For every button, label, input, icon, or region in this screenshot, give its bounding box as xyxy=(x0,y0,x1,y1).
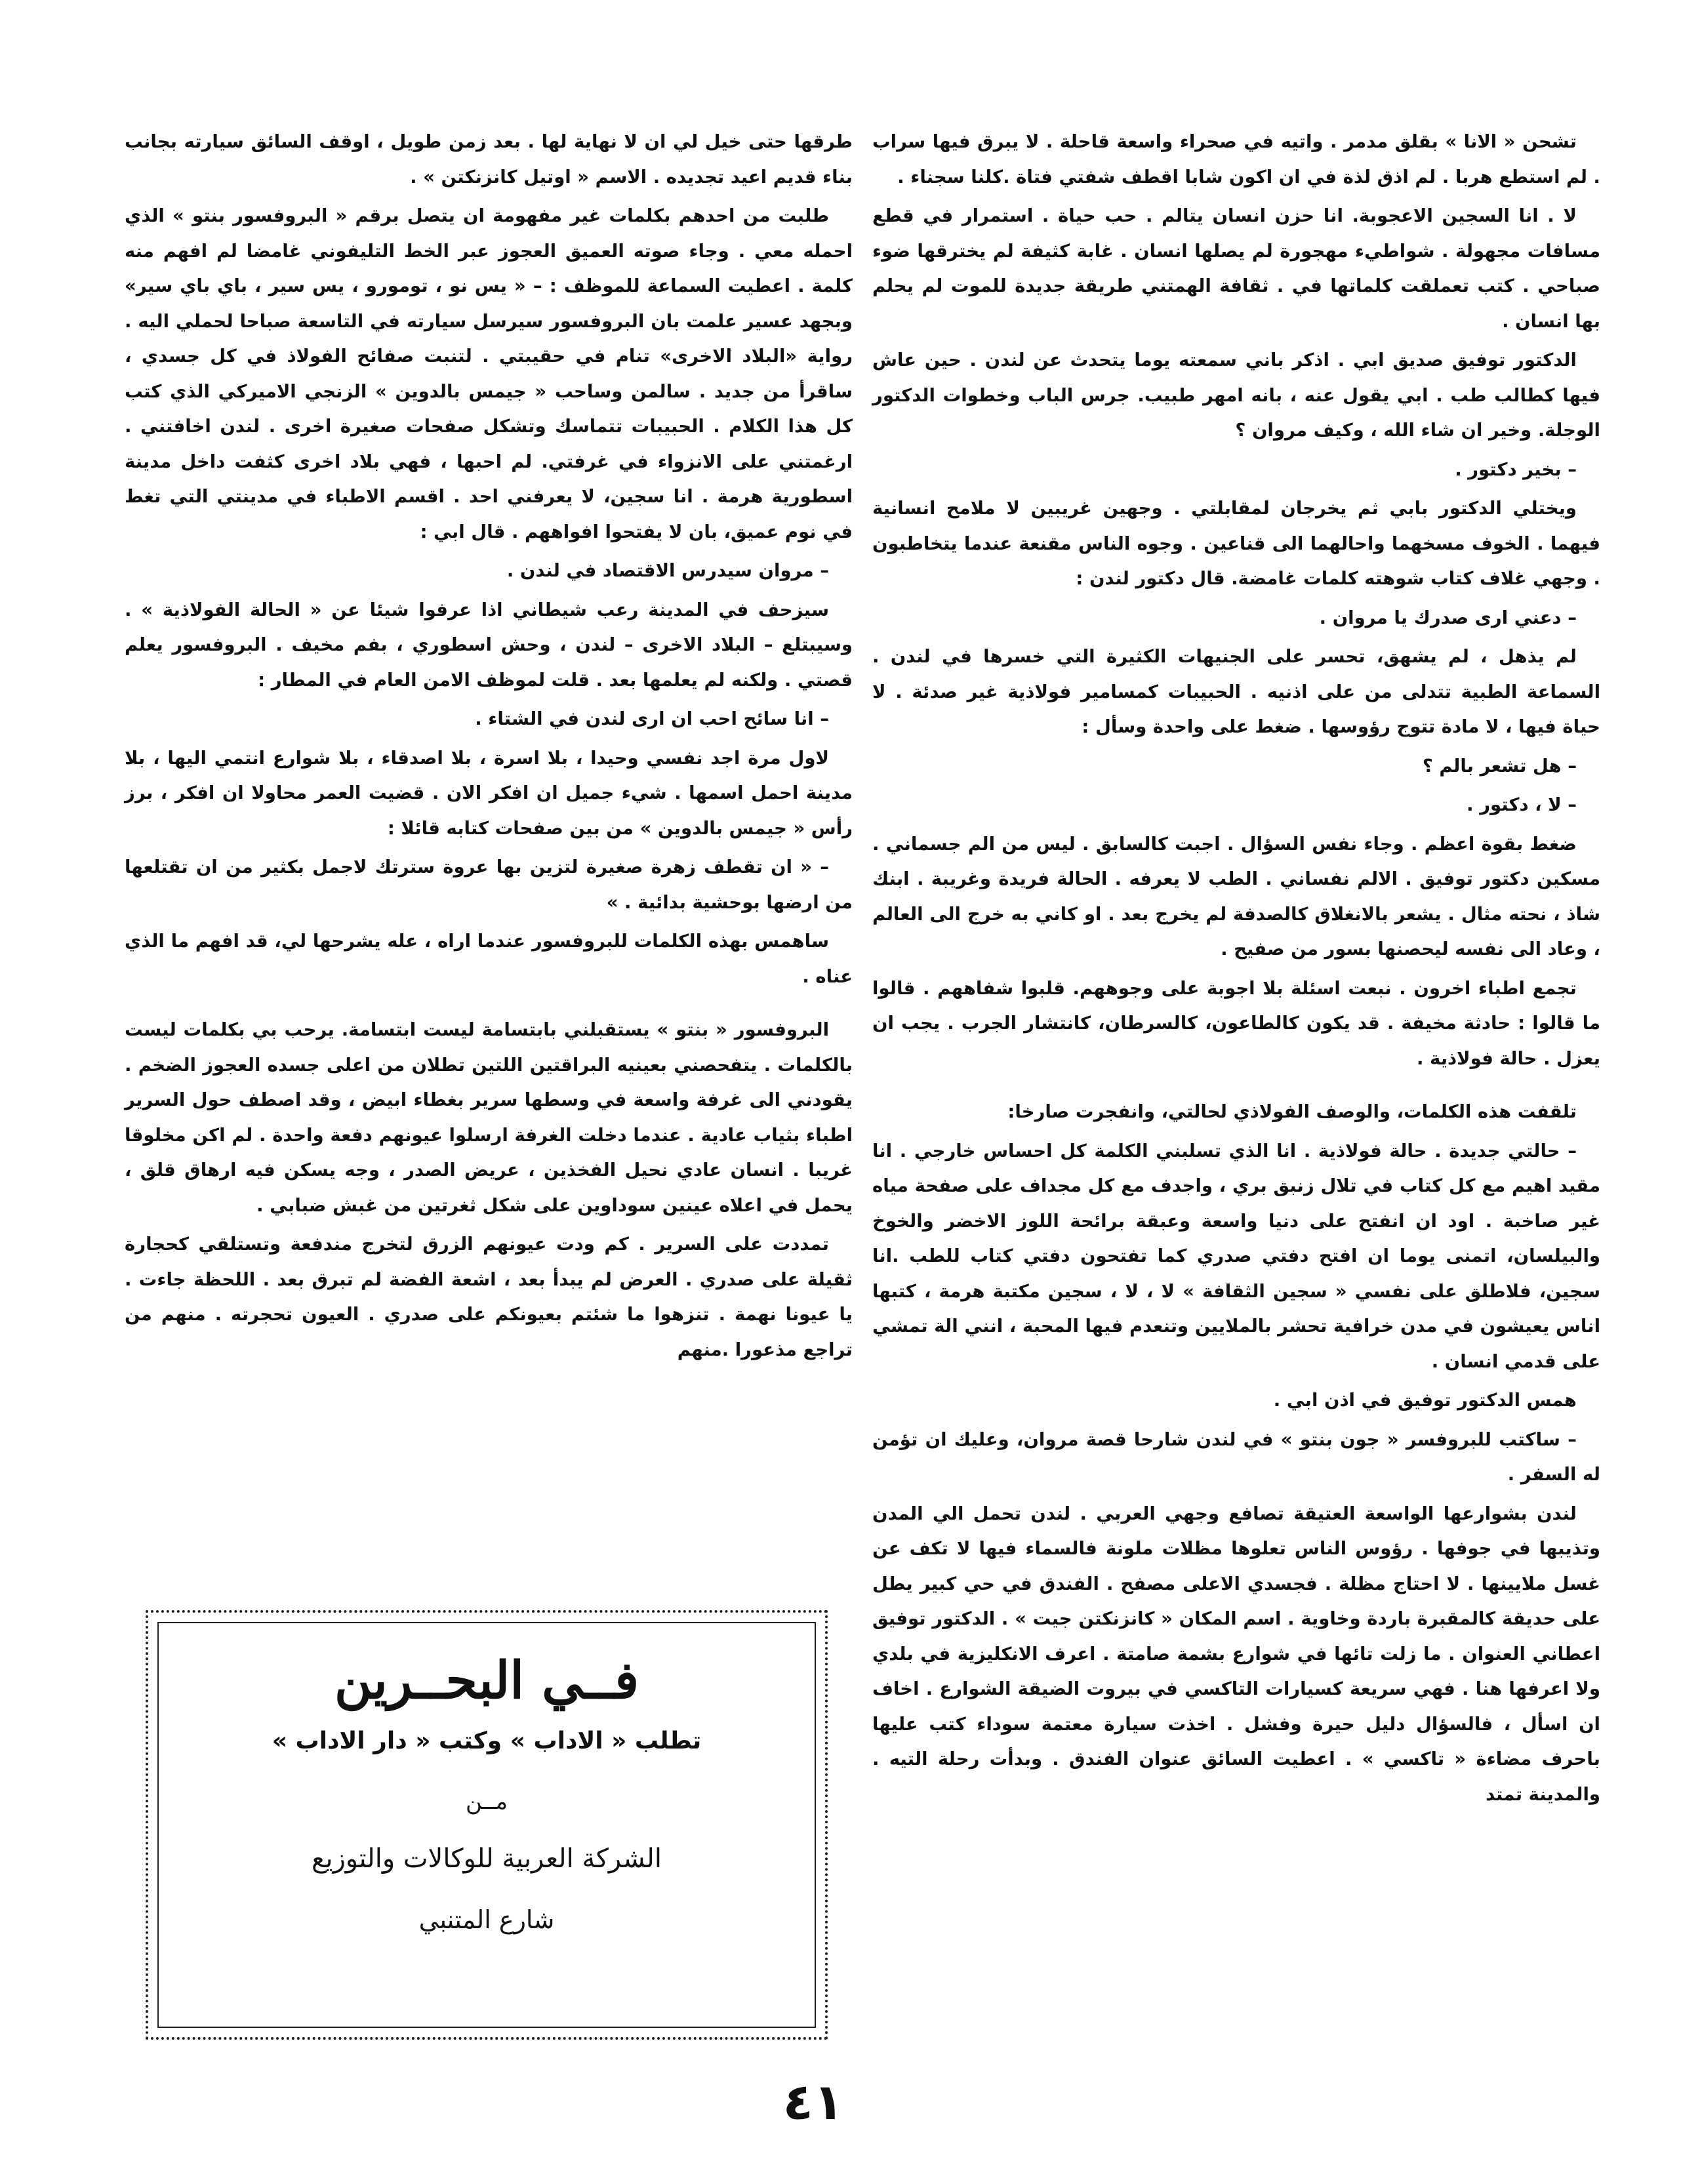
paragraph: طلبت من احدهم بكلمات غير مفهومة ان يتصل برقم « البروفسور بنتو » الذي احمله معي . وجاء صوته العميق العجوز عبر الخط التليفوني غامضا لم افهم منه كلمة . اعطيت السماعة للموظف : – « يس نو ، تومورو ، يس سير ، باي باي سير» وبجهد عسير علمت بان البروفسور سيرسل سيارته في التاسعة صباحا لحملي اليه . رواية «البلاد الاخرى» تنام في حقيبتي . لتنبت صفائح الفولاذ في كل جسدي ، ساقرأ من جديد . سالمن وساحب « جيمس بالدوين » الزنجي الاميركي الذي كتب كل هذا الكلام . الحبيبات تتماسك وتشكل صفحات صغيرة اخرى . لندن اخافتني . ارغمتني على الانزواء في غرفتي. لم احبها ، فهي بلاد اخرى كثفت داخل مدينة اسطورية هرمة . انا سجين، لا يعرفني احد . اقسم الاطباء في مدينتي التي تغط في نوم عميق، بان لا يفتحوا افواههم . قال ابي : xyxy=(125,205,853,542)
paragraph: طرقها حتى خيل لي ان لا نهاية لها . بعد زمن طويل ، اوقف السائق سيارته بجانب بناء قديم اعيد تجديده . الاسم « اوتيل كانزنكتن » . xyxy=(125,131,853,188)
dialogue-line: – انا سائح احب ان ارى لندن في الشتاء . xyxy=(475,708,829,729)
dialogue-line: – بخير دكتور . xyxy=(1455,458,1577,480)
paragraph: لاول مرة اجد نفسي وحيدا ، بلا اسرة ، بلا اصدقاء ، بلا شوارع انتمي اليها ، بلا مدينة احمل اسمها . شيء جميل ان افكر الان . قضيت العمر محاولا ان افكر ، برز رأس « جيمس بالدوين » من بين صفحات كتابه قائلا : xyxy=(125,747,853,839)
dialogue-line: – « ان تقطف زهرة صغيرة لتزين بها عروة سترتك لاجمل بكثير من ان تقتلعها من ارضها بوحشية بدائية . » xyxy=(125,857,853,913)
advert-inner-frame xyxy=(157,1622,816,2028)
left-column xyxy=(125,125,853,1371)
paragraph: تلقفت هذه الكلمات، والوصف الفولاذي لحالتي، وانفجرت صارخا: xyxy=(1007,1101,1577,1122)
paragraph: تمددت على السرير . كم ودت عيونهم الزرق لتخرج مندفعة وتستلقي كحجارة ثقيلة على صدري . العرض لم يبدأ بعد ، اشعة الفضة لم تبرق بعد . اللحظة جاءت . يا عيونا نهمة . تنزهوا ما شئتم بعيونكم على صدري . العيون تحجرته . منهم من تراجع مذعورا .منهم xyxy=(125,1234,853,1360)
advert-distributor: الشركة العربية للوكالات والتوزيع xyxy=(312,1844,662,1874)
paragraph: ويختلي الدكتور بابي ثم يخرجان لمقابلتي . وجهين غريبين لا ملامح انسانية فيهما . الخوف مسخهما واحالهما الى قناعين . وجوه الناس مقنعة عندما يتخاطبون . وجهي غلاف كتاب شوهته كلمات غامضة. قال دكتور لندن : xyxy=(872,498,1600,589)
paragraph: سيزحف في المدينة رعب شيطاني اذا عرفوا شيئا عن « الحالة الفولاذية » . وسيبتلع – البلاد الاخرى – لندن ، وحش اسطوري ، بفم مخيف . البروفسور يعلم قصتي . ولكنه لم يعلمها بعد . قلت لموظف الامن العام في المطار : xyxy=(125,599,853,691)
dialogue-line: – لا ، دكتور . xyxy=(1467,794,1577,815)
paragraph: لا . انا السجين الاعجوبة. انا حزن انسان يتالم . حب حياة . استمرار في قطع مسافات مجهولة . شواطيء مهجورة لم يصلها انسان . غابة كثيفة لم يخترقها ضوء صباحي . كتب تعملقت كلماتها في . ثقافة الهمتني طريقة جديدة للموت لم يحلم بها انسان . xyxy=(872,205,1600,332)
advert-subtitle: تطلب « الاداب » وكتب « دار الاداب » xyxy=(272,1728,702,1754)
dialogue-line: – دعني ارى صدرك يا مروان . xyxy=(1319,607,1577,628)
dialogue-line: – مروان سيدرس الاقتصاد في لندن . xyxy=(506,560,829,581)
paragraph: البروفسور « بنتو » يستقبلني بابتسامة ليست ابتسامة. يرحب بي بكلمات ليست بالكلمات . يتفحصني بعينيه البراقتين اللتين تطلان من اعلى جسده العجوز الضخم . يقودني الى غرفة واسعة في وسطها سرير بغطاء ابيض ، وقد اصطف حول السرير اطباء بثياب عادية . عندما دخلت الغرفة ارسلوا عيونهم دفعة واحدة . لم اكن مخلوقا غريبا . انسان عادي نحيل الفخذين ، عريض الصدر ، وجه يسكن فيه ارهاق قلق ، يحمل في اعلاه عينين سوداوين على شكل ثغرتين من غبش ضبابي . xyxy=(125,1019,853,1216)
dialogue-line: – ساكتب للبروفسر « جون بنتو » في لندن شارحا قصة مروان، وعليك ان تؤمن له السفر . xyxy=(872,1428,1600,1485)
dialogue-line: – حالتي جديدة . حالة فولاذية . انا الذي تسلبني الكلمة كل احساس خارجي . انا مقيد اهيم مع كل كتاب في تلال زنبق بري ، واجدف مع كل مجداف على صفحة مياه غير صاخبة . اود ان انفتح على دنيا واسعة وعبقة برائحة اللوز الاخضر والخوخ والبيلسان، اتمنى يوما ان افتح دفتي صدري كما تفتحون دفتي كتاب للطب .انا سجين، فلاطلق على نفسي « سجين الثقافة » لا ، لا ، سجين مكتبة هرمة ، كتبها اناس يعيشون في مدن خرافية تحشر بالملايين وتنعدم فيها المحبة ، انني الة تمشي على قدمي انسان . xyxy=(872,1140,1600,1372)
right-column xyxy=(872,125,1600,1816)
bahrain-advert-box xyxy=(146,1610,828,2040)
paragraph: ساهمس بهذه الكلمات للبروفسور عندما اراه ، عله يشرحها لي، قد افهم ما الذي عناه . xyxy=(125,931,853,987)
advert-title: فــي البحــرين xyxy=(334,1651,639,1710)
paragraph: همس الدكتور توفيق في اذن ابي . xyxy=(1273,1390,1577,1411)
paragraph: تشحن « الانا » بقلق مدمر . واتيه في صحراء واسعة قاحلة . لا يبرق فيها سراب . لم استطع هربا . لم اذق لذة في ان اكون شابا اقطف شفتي فتاة .كلنا سجناء . xyxy=(872,131,1600,188)
paragraph: تجمع اطباء اخرون . نبعت اسئلة بلا اجوبة على وجوههم. قلبوا شفاههم . قالوا ما قالوا : حادثة مخيفة . قد يكون كالطاعون، كالسرطان، كانتشار الجرب . يجب ان يعزل . حالة فولاذية . xyxy=(872,977,1600,1069)
page-number: ٤١ xyxy=(782,2073,844,2131)
paragraph: لندن بشوارعها الواسعة العتيقة تصافع وجهي العربي . لندن تحمل الي المدن وتذيبها في جوفها . رؤوس الناس تعلوها مظلات ملونة فالسماء فيها لا تكف عن غسل ملايينها . لا احتاج مظلة . فجسدي الاعلى مصفح . الفندق في حي كبير يطل على حديقة كالمقبرة باردة وخاوية . اسم المكان « كانزنكتن جيت » . الدكتور توفيق اعطاني العنوان . ما زلت تائها في شوارع بشمة صامتة . اعرف الانكليزية في بلدي ولا اعرفها هنا . فهي سريعة كسيارات التاكسي في بيروت الضيقة الشوارع . اخاف ان اسأل ، فالسؤال دليل حيرة وفشل . اخذت سيارة معتمة سوداء كتب عليها باحرف مضاءة « تاكسي » . اعطيت السائق عنوان الفندق . وبدأت رحلة التيه . والمدينة تمتد xyxy=(872,1503,1600,1805)
advert-from: مــن xyxy=(465,1789,508,1815)
advert-street: شارع المتنبي xyxy=(418,1905,555,1934)
paragraph: الدكتور توفيق صديق ابي . اذكر باني سمعته يوما يتحدث عن لندن . حين عاش فيها كطالب طب . ابي يقول عنه ، بانه امهر طبيب. جرس الباب وخطوات الدكتور الوجلة. وخير ان شاء الله ، وكيف مروان ؟ xyxy=(872,350,1600,441)
dialogue-line: – هل تشعر بالم ؟ xyxy=(1422,755,1577,777)
paragraph: ضغط بقوة اعظم . وجاء نفس السؤال . اجبت كالسابق . ليس من الم جسماني . مسكين دكتور توفيق . الالم نفساني . الطب لا يعرفه . الحالة فريدة وغريبة . ابنك شاذ ، نحته مثال . يشعر بالانغلاق كالصدفة لم يخرج بعد . او كاني به خرج الى العالم ، وعاد الى نفسه ليحصنها بسور من صفيح . xyxy=(872,833,1600,960)
paragraph: لم يذهل ، لم يشهق، تحسر على الجنيهات الكثيرة التي خسرها في لندن . السماعة الطبية تتدلى من على اذنيه . الحبيبات كمسامير فولاذية غير صدئة . لا حياة فيها ، لا مادة تتوج رؤوسها . ضغط على واحدة وسأل : xyxy=(872,646,1600,737)
